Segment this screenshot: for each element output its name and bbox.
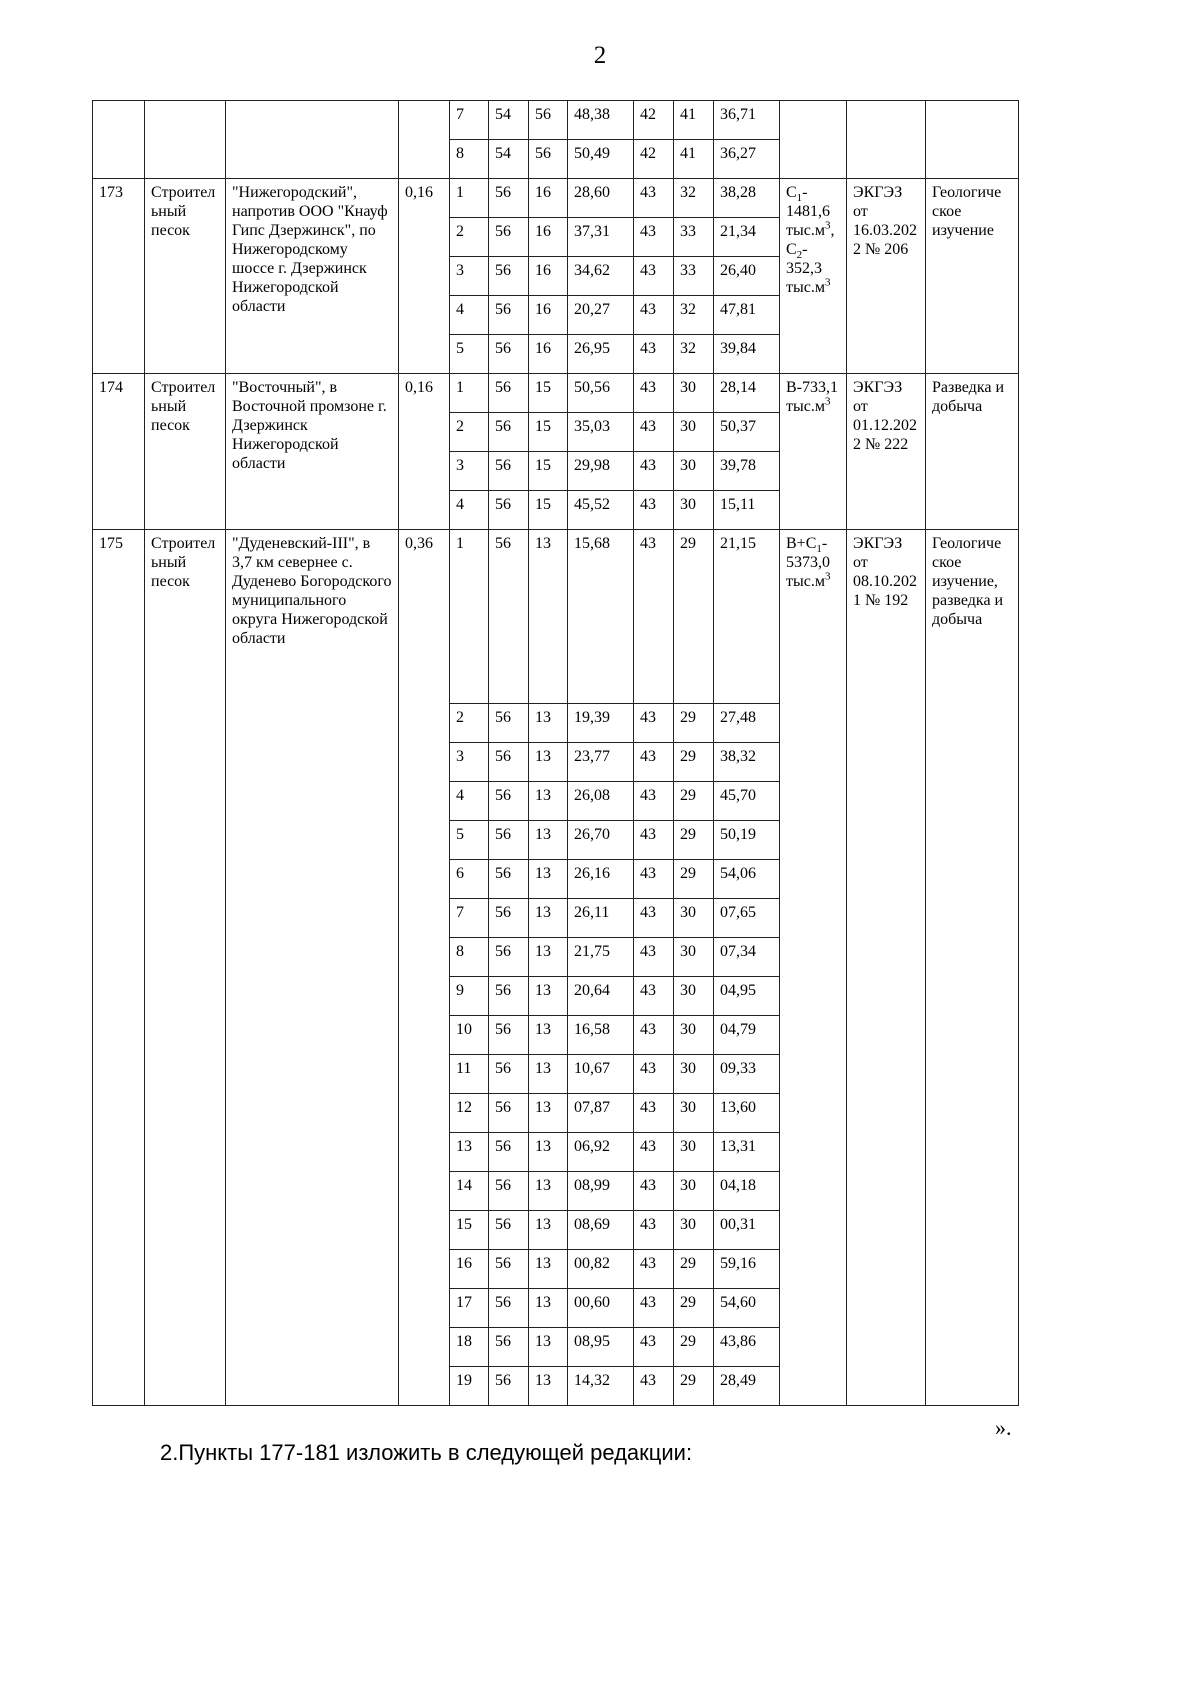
lon-deg: 43 <box>634 218 674 257</box>
lon-min: 30 <box>674 413 714 452</box>
lon-min: 29 <box>674 1328 714 1367</box>
lon-sec: 07,65 <box>714 899 780 938</box>
lat-min: 16 <box>529 257 568 296</box>
lat-sec: 34,62 <box>568 257 634 296</box>
license-purpose: Геологиче ское изучение, разведка и добыча <box>926 530 1019 1406</box>
lon-sec: 28,49 <box>714 1367 780 1406</box>
lon-min: 30 <box>674 977 714 1016</box>
lon-min: 29 <box>674 1289 714 1328</box>
area-cell <box>399 101 450 179</box>
lon-min: 29 <box>674 1367 714 1406</box>
lat-deg: 56 <box>489 257 529 296</box>
point-number: 1 <box>450 179 489 218</box>
license-purpose: Геологиче ское изучение <box>926 179 1019 374</box>
lat-min: 56 <box>529 140 568 179</box>
point-number: 12 <box>450 1094 489 1133</box>
lat-deg: 56 <box>489 1211 529 1250</box>
deposit-area: 0,16 <box>399 374 450 530</box>
lat-min: 13 <box>529 1367 568 1406</box>
lon-deg: 43 <box>634 938 674 977</box>
lat-min: 13 <box>529 860 568 899</box>
deposit-number: 173 <box>93 179 145 374</box>
lat-sec: 19,39 <box>568 704 634 743</box>
point-number: 7 <box>450 101 489 140</box>
mineral-cell <box>145 101 226 179</box>
lat-min: 16 <box>529 179 568 218</box>
lat-deg: 54 <box>489 140 529 179</box>
lon-sec: 21,34 <box>714 218 780 257</box>
lon-sec: 04,79 <box>714 1016 780 1055</box>
lat-min: 13 <box>529 1289 568 1328</box>
lat-min: 56 <box>529 101 568 140</box>
lat-sec: 20,64 <box>568 977 634 1016</box>
point-number: 18 <box>450 1328 489 1367</box>
lon-deg: 43 <box>634 1055 674 1094</box>
lon-sec: 00,31 <box>714 1211 780 1250</box>
lat-sec: 16,58 <box>568 1016 634 1055</box>
lon-deg: 43 <box>634 1367 674 1406</box>
lat-min: 13 <box>529 704 568 743</box>
lon-deg: 43 <box>634 179 674 218</box>
point-number: 5 <box>450 335 489 374</box>
purpose-cell <box>926 101 1019 179</box>
lat-min: 13 <box>529 1016 568 1055</box>
lon-deg: 43 <box>634 1133 674 1172</box>
lat-min: 16 <box>529 218 568 257</box>
lon-sec: 36,27 <box>714 140 780 179</box>
lon-min: 30 <box>674 1211 714 1250</box>
lon-sec: 09,33 <box>714 1055 780 1094</box>
amendment-text: 2.Пункты 177-181 изложить в следующей редакции: <box>160 1440 693 1465</box>
point-number: 11 <box>450 1055 489 1094</box>
lat-min: 13 <box>529 1055 568 1094</box>
lat-sec: 26,08 <box>568 782 634 821</box>
lat-min: 16 <box>529 296 568 335</box>
point-number: 14 <box>450 1172 489 1211</box>
lon-min: 29 <box>674 821 714 860</box>
lat-sec: 06,92 <box>568 1133 634 1172</box>
lat-min: 13 <box>529 743 568 782</box>
license-purpose: Разведка и добыча <box>926 374 1019 530</box>
lon-min: 30 <box>674 1016 714 1055</box>
lat-deg: 56 <box>489 452 529 491</box>
lon-sec: 26,40 <box>714 257 780 296</box>
lon-sec: 28,14 <box>714 374 780 413</box>
lat-min: 13 <box>529 977 568 1016</box>
lon-min: 29 <box>674 530 714 704</box>
lat-deg: 56 <box>489 374 529 413</box>
lon-sec: 38,28 <box>714 179 780 218</box>
lon-deg: 43 <box>634 1016 674 1055</box>
lon-min: 41 <box>674 101 714 140</box>
lon-sec: 27,48 <box>714 704 780 743</box>
lon-deg: 43 <box>634 782 674 821</box>
lon-deg: 43 <box>634 743 674 782</box>
point-number: 3 <box>450 452 489 491</box>
deposit-number: 174 <box>93 374 145 530</box>
lon-min: 29 <box>674 704 714 743</box>
lon-sec: 38,32 <box>714 743 780 782</box>
lon-deg: 43 <box>634 1211 674 1250</box>
lon-deg: 43 <box>634 1250 674 1289</box>
lon-sec: 07,34 <box>714 938 780 977</box>
lat-min: 15 <box>529 374 568 413</box>
lat-min: 13 <box>529 1172 568 1211</box>
point-number: 15 <box>450 1211 489 1250</box>
point-number: 4 <box>450 491 489 530</box>
lat-sec: 20,27 <box>568 296 634 335</box>
lon-min: 30 <box>674 899 714 938</box>
lon-deg: 43 <box>634 1172 674 1211</box>
point-number: 2 <box>450 413 489 452</box>
lon-deg: 43 <box>634 977 674 1016</box>
lat-min: 15 <box>529 452 568 491</box>
protocol-cell <box>847 101 926 179</box>
deposit-area: 0,16 <box>399 179 450 374</box>
lon-sec: 13,60 <box>714 1094 780 1133</box>
lon-min: 29 <box>674 782 714 821</box>
lat-deg: 56 <box>489 704 529 743</box>
lon-deg: 43 <box>634 335 674 374</box>
lat-sec: 07,87 <box>568 1094 634 1133</box>
deposits-table <box>92 100 1019 1406</box>
lon-sec: 39,84 <box>714 335 780 374</box>
lat-sec: 08,95 <box>568 1328 634 1367</box>
lat-sec: 37,31 <box>568 218 634 257</box>
lat-deg: 56 <box>489 1250 529 1289</box>
lon-deg: 43 <box>634 491 674 530</box>
lat-min: 16 <box>529 335 568 374</box>
lat-deg: 56 <box>489 1133 529 1172</box>
lat-sec: 08,69 <box>568 1211 634 1250</box>
point-number: 7 <box>450 899 489 938</box>
lat-sec: 15,68 <box>568 530 634 704</box>
lon-sec: 43,86 <box>714 1328 780 1367</box>
table-row <box>93 374 1019 413</box>
point-number: 5 <box>450 821 489 860</box>
lon-sec: 45,70 <box>714 782 780 821</box>
lat-deg: 56 <box>489 296 529 335</box>
lon-min: 30 <box>674 374 714 413</box>
point-number: 17 <box>450 1289 489 1328</box>
reserves: $C_1-1481,6$ $тыс.м^3$, $C_2-352,3$ $тыс.м^3$ <box>780 179 847 374</box>
lat-deg: 56 <box>489 1172 529 1211</box>
lat-sec: 14,32 <box>568 1367 634 1406</box>
deposit-name: "Восточный", в Восточной промзоне г. Дзержинск Нижегородской области <box>226 374 399 530</box>
lon-deg: 43 <box>634 899 674 938</box>
lat-deg: 56 <box>489 491 529 530</box>
point-number: 8 <box>450 140 489 179</box>
lat-deg: 56 <box>489 179 529 218</box>
lon-min: 33 <box>674 257 714 296</box>
lon-min: 33 <box>674 218 714 257</box>
lon-min: 41 <box>674 140 714 179</box>
lon-sec: 36,71 <box>714 101 780 140</box>
lat-sec: 21,75 <box>568 938 634 977</box>
lon-sec: 47,81 <box>714 296 780 335</box>
lon-min: 29 <box>674 1250 714 1289</box>
mineral-type: Строител ьный песок <box>145 179 226 374</box>
protocol: ЭКГЭЗ от 01.12.202 2 № 222 <box>847 374 926 530</box>
point-number: 2 <box>450 704 489 743</box>
lat-deg: 56 <box>489 782 529 821</box>
deposit-area: 0,36 <box>399 530 450 1406</box>
lat-deg: 56 <box>489 218 529 257</box>
lon-deg: 43 <box>634 296 674 335</box>
lat-deg: 56 <box>489 1055 529 1094</box>
lat-deg: 56 <box>489 530 529 704</box>
protocol: ЭКГЭЗ от 16.03.202 2 № 206 <box>847 179 926 374</box>
lon-deg: 43 <box>634 1328 674 1367</box>
lat-deg: 56 <box>489 743 529 782</box>
point-number: 13 <box>450 1133 489 1172</box>
lon-deg: 43 <box>634 257 674 296</box>
lon-min: 30 <box>674 491 714 530</box>
mineral-type: Строител ьный песок <box>145 530 226 1406</box>
lon-sec: 54,60 <box>714 1289 780 1328</box>
lon-sec: 15,11 <box>714 491 780 530</box>
lon-sec: 50,19 <box>714 821 780 860</box>
lon-sec: 21,15 <box>714 530 780 704</box>
lon-min: 30 <box>674 1133 714 1172</box>
lat-deg: 56 <box>489 821 529 860</box>
lat-deg: 56 <box>489 860 529 899</box>
reserves-cell <box>780 101 847 179</box>
point-number: 16 <box>450 1250 489 1289</box>
lon-min: 30 <box>674 1172 714 1211</box>
lon-sec: 04,18 <box>714 1172 780 1211</box>
table-row <box>93 101 1019 140</box>
lat-sec: 08,99 <box>568 1172 634 1211</box>
lat-deg: 56 <box>489 335 529 374</box>
lon-deg: 43 <box>634 1289 674 1328</box>
lat-sec: 10,67 <box>568 1055 634 1094</box>
point-number: 4 <box>450 782 489 821</box>
lat-sec: 26,70 <box>568 821 634 860</box>
lon-min: 30 <box>674 452 714 491</box>
lon-min: 29 <box>674 860 714 899</box>
lon-deg: 43 <box>634 860 674 899</box>
lat-sec: 45,52 <box>568 491 634 530</box>
mineral-type: Строител ьный песок <box>145 374 226 530</box>
lat-sec: 23,77 <box>568 743 634 782</box>
lon-deg: 43 <box>634 704 674 743</box>
protocol: ЭКГЭЗ от 08.10.202 1 № 192 <box>847 530 926 1406</box>
lon-min: 32 <box>674 296 714 335</box>
lon-deg: 42 <box>634 140 674 179</box>
lat-min: 13 <box>529 1328 568 1367</box>
lat-min: 13 <box>529 1250 568 1289</box>
lon-deg: 43 <box>634 1094 674 1133</box>
lat-deg: 56 <box>489 1289 529 1328</box>
lat-min: 13 <box>529 1094 568 1133</box>
lat-min: 13 <box>529 530 568 704</box>
deposit-name: "Дуденевский-III", в 3,7 км севернее с. Дуденево Богородского муниципального округа Нижегородской области <box>226 530 399 1406</box>
lat-sec: 35,03 <box>568 413 634 452</box>
table-row <box>93 530 1019 704</box>
num-cell <box>93 101 145 179</box>
lon-min: 32 <box>674 179 714 218</box>
point-number: 10 <box>450 1016 489 1055</box>
table-row <box>93 179 1019 218</box>
lat-sec: 00,82 <box>568 1250 634 1289</box>
lon-deg: 43 <box>634 413 674 452</box>
point-number: 19 <box>450 1367 489 1406</box>
lon-min: 30 <box>674 938 714 977</box>
lon-sec: 13,31 <box>714 1133 780 1172</box>
lat-min: 15 <box>529 491 568 530</box>
lat-sec: 26,16 <box>568 860 634 899</box>
lat-min: 13 <box>529 782 568 821</box>
lat-sec: 00,60 <box>568 1289 634 1328</box>
point-number: 2 <box>450 218 489 257</box>
deposit-name: "Нижегородский", напротив ООО "Кнауф Гипс Дзержинск", по Нижегородскому шоссе г. Дзержинск Нижегородской области <box>226 179 399 374</box>
lon-min: 29 <box>674 743 714 782</box>
lon-min: 30 <box>674 1055 714 1094</box>
lat-sec: 48,38 <box>568 101 634 140</box>
lon-deg: 43 <box>634 821 674 860</box>
point-number: 1 <box>450 374 489 413</box>
lon-sec: 59,16 <box>714 1250 780 1289</box>
lat-deg: 56 <box>489 413 529 452</box>
lon-sec: 04,95 <box>714 977 780 1016</box>
lat-min: 13 <box>529 821 568 860</box>
lon-min: 30 <box>674 1094 714 1133</box>
lat-min: 13 <box>529 1133 568 1172</box>
lat-sec: 26,95 <box>568 335 634 374</box>
lat-deg: 56 <box>489 938 529 977</box>
reserves: $B+C_1-5373,0$ $тыс.м^3$ <box>780 530 847 1406</box>
point-number: 3 <box>450 743 489 782</box>
point-number: 3 <box>450 257 489 296</box>
lat-sec: 26,11 <box>568 899 634 938</box>
point-number: 1 <box>450 530 489 704</box>
lat-sec: 29,98 <box>568 452 634 491</box>
lat-sec: 50,49 <box>568 140 634 179</box>
lat-min: 13 <box>529 899 568 938</box>
lat-deg: 56 <box>489 1367 529 1406</box>
point-number: 6 <box>450 860 489 899</box>
reserves: B-733,1 $тыс.м^3$ <box>780 374 847 530</box>
lat-min: 13 <box>529 938 568 977</box>
lon-sec: 39,78 <box>714 452 780 491</box>
lon-deg: 43 <box>634 374 674 413</box>
page-number: 2 <box>593 42 607 69</box>
lon-sec: 54,06 <box>714 860 780 899</box>
lon-deg: 42 <box>634 101 674 140</box>
lat-deg: 56 <box>489 1328 529 1367</box>
lat-deg: 54 <box>489 101 529 140</box>
lat-deg: 56 <box>489 977 529 1016</box>
lon-deg: 43 <box>634 530 674 704</box>
lon-sec: 50,37 <box>714 413 780 452</box>
name-cell <box>226 101 399 179</box>
lon-deg: 43 <box>634 452 674 491</box>
deposit-number: 175 <box>93 530 145 1406</box>
lat-min: 13 <box>529 1211 568 1250</box>
lat-deg: 56 <box>489 1016 529 1055</box>
point-number: 8 <box>450 938 489 977</box>
lon-min: 32 <box>674 335 714 374</box>
point-number: 4 <box>450 296 489 335</box>
point-number: 9 <box>450 977 489 1016</box>
lat-sec: 50,56 <box>568 374 634 413</box>
lat-sec: 28,60 <box>568 179 634 218</box>
lat-min: 15 <box>529 413 568 452</box>
lat-deg: 56 <box>489 1094 529 1133</box>
closing-quote: ». <box>995 1415 1012 1440</box>
lat-deg: 56 <box>489 899 529 938</box>
